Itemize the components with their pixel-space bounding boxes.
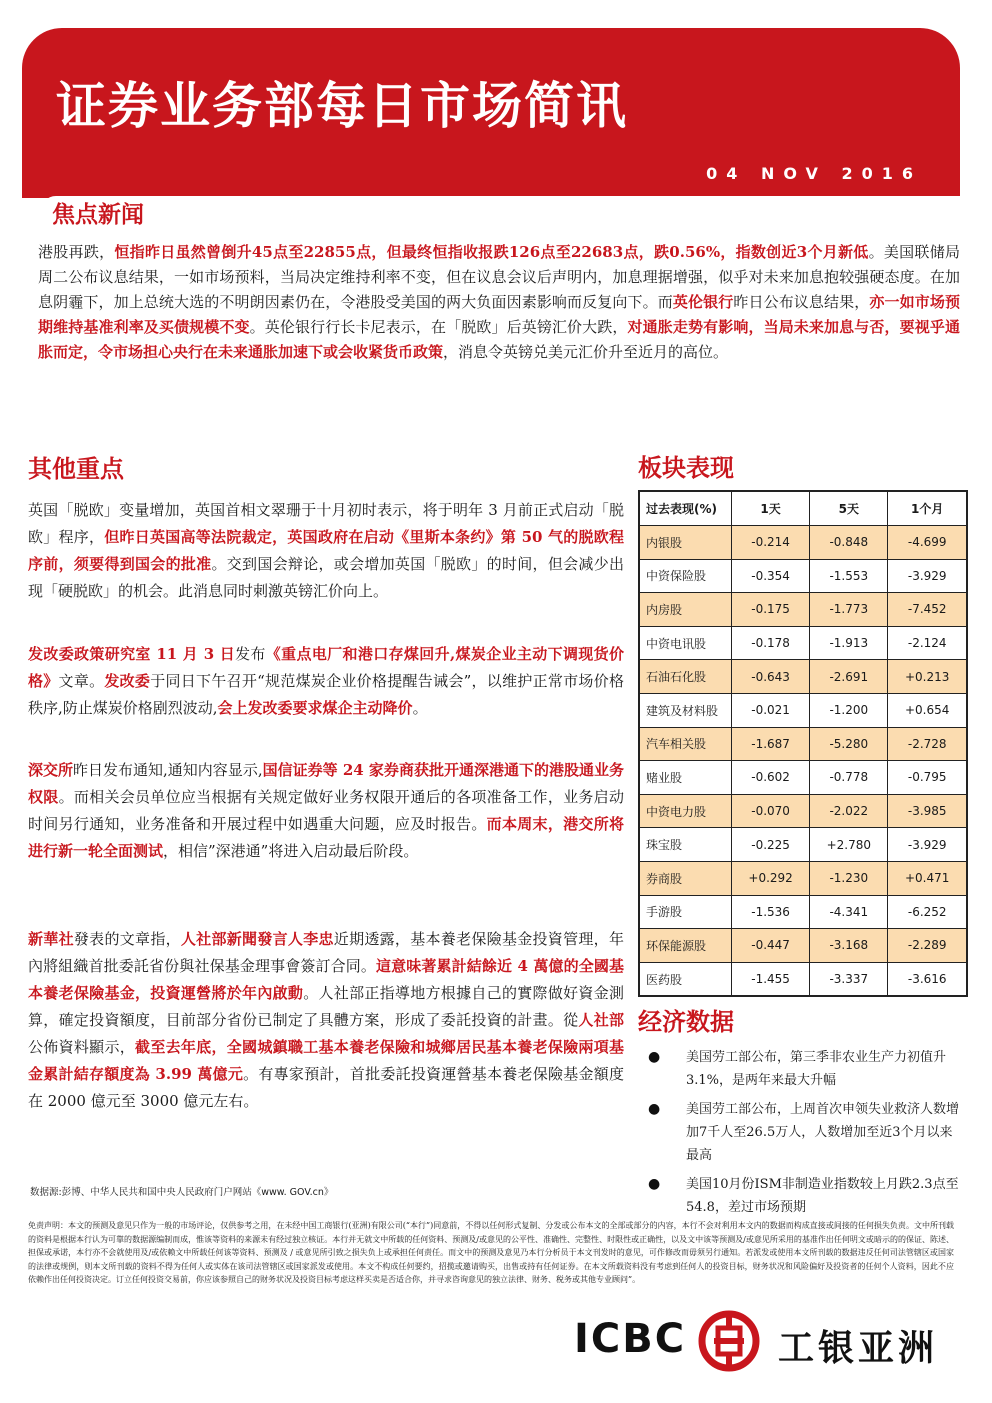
header-banner [22,28,960,198]
emphasis-text: 发改委 [104,672,151,690]
icbc-logo [570,1306,960,1380]
table-row [639,828,967,862]
change-1d-cell: -0.175 [732,593,810,627]
change-1m-cell: -3.985 [888,794,967,828]
change-5d-cell: -1.773 [810,593,888,627]
body-text: 發表的文章指， [73,930,181,948]
change-5d-cell: -1.913 [810,626,888,660]
sector-name-cell: 赌业股 [639,761,732,795]
focus-news-title: 焦点新闻 [52,201,144,228]
emphasis-text: 新華社 [28,930,74,948]
header-1d: 1天 [732,491,810,526]
emphasis-text: 发改委政策研究室 11 月 3 日 [28,645,236,663]
page-title: 证券业务部每日市场简讯 [56,77,628,135]
body-text: ，消息令英镑兑美元汇价升至近月的高位。 [443,343,729,361]
change-5d-cell: -5.280 [810,727,888,761]
change-1m-cell: -2.289 [888,929,967,963]
emphasis-text: 亦一如市场预期维持基准利率及买债规模不变 [38,293,960,336]
body-text: 英国「脱欧」变量增加，英国首相文翠珊于十月初时表示，将于明年 3 月前正式启动「脱欧」程序， [28,501,624,546]
sector-name-cell: 中资保险股 [639,559,732,593]
sector-table-body [639,526,967,997]
table-row [639,861,967,895]
sector-name-cell: 医药股 [639,962,732,996]
sector-name-cell: 石油石化股 [639,660,732,694]
change-1d-cell: -0.021 [732,693,810,727]
emphasis-text: 对通胀走势有影响，当局未来加息与否，要视乎通胀而定，令市场担心央行在未来通胀加速下或会收紧货币政策 [38,318,960,361]
emphasis-text: 英伦银行 [672,293,734,311]
body-text: 。美国联储局周二公布议息结果，一如市场预料，当局决定维持利率不变，但在议息会议后声明内，加息理据增强，似乎对未来加息抱较强硬态度。在加息阴霾下，加上总统大选的不明朗因素仍在，令港股受美国的两大负面因素影响而反复向下。而 [38,243,960,311]
table-row [639,660,967,694]
body-text: 。而相关会员单位应当根据有关规定做好业务权限开通后的各项准备工作，业务启动时间另行通知，业务准备和开展过程中如遇重大问题，应及时报告。 [28,788,624,833]
sector-name-cell: 汽车相关股 [639,727,732,761]
header-1m: 1个月 [888,491,967,526]
emphasis-text: 這意味著累計結餘近 4 萬億的全國基本養老保險基金，投資運營將於年內啟動 [28,957,624,1002]
sector-name-cell: 手游股 [639,895,732,929]
economic-item-text: 美国10月份ISM非制造业指数较上月跌2.3点至54.8，差过市场预期 [686,1177,959,1215]
change-1m-cell: -7.452 [888,593,967,627]
change-1m-cell: -4.699 [888,526,967,560]
change-1d-cell: -0.354 [732,559,810,593]
table-row [639,526,967,560]
change-1d-cell: -0.225 [732,828,810,862]
change-1m-cell: -3.616 [888,962,967,996]
table-row [639,761,967,795]
body-text: 文章。 [58,672,105,690]
body-text: 于同日下午召开“规范煤炭企业价格提醒告诫会”，以维护正常市场价格秩序,防止煤炭价格剧烈波动, [28,672,624,717]
highlight-paragraph-pension [28,926,624,1115]
icbc-emblem-icon [698,1310,760,1372]
change-5d-cell: -0.778 [810,761,888,795]
header-period: 过去表现(%) [639,491,732,526]
sector-name-cell: 内银股 [639,526,732,560]
highlight-paragraph-ndrc [28,641,624,722]
change-5d-cell: -2.691 [810,660,888,694]
change-1d-cell: -1.687 [732,727,810,761]
sector-name-cell: 珠宝股 [639,828,732,862]
sector-name-cell: 建筑及材料股 [639,693,732,727]
change-1d-cell: -0.602 [732,761,810,795]
list-item [648,1046,960,1092]
body-text: 。交到国会辩论，或会增加英国「脱欧」的时间，但会减少出现「硬脱欧」的机会。此消息同时刺激英镑汇价向上。 [28,555,624,600]
change-5d-cell: -3.337 [810,962,888,996]
report-date: 04 NOV 2016 [706,164,922,183]
body-text: 。 [412,699,428,717]
other-highlights-title: 其他重点 [28,454,124,483]
change-5d-cell: -4.341 [810,895,888,929]
emphasis-text: 人社部 [578,1011,624,1029]
disclaimer: 免责声明：本文的预测及意见只作为一般的市场评论，仅供参考之用，在未经中国工商银行(亚洲)有限公司(“本行”)同意前，不得以任何形式复制、分发或公布本文的全部或部分的内容，本行不会对利用本文内的数据而构成直接或间接的任何损失负责。文中所刊载的资料是根据本行认为可靠的数据源编制而成，惟该等资料的来源未有经过独立核证。本行并无就文中所载的任何资料、预测及/或意见的公平性、准确性、完整性、时限性或正确性，以及文中该等预测及/或意见所采用的基准作出任何明文或暗示的的保证、陈述、担保或承诺，本行亦不会就使用及/或依赖文中所载任何该等资料、预测及 / 或意见所引致之损失负上或承担任何责任。而文中的预测及意见乃本行分析员于本文刊发时的意见，可作修改而毋须另行通知。若派发或使用本文所刊载的数据违反任何司法管辖区或国家的法律或规例，则本文所刊载的资料不得为任何人或实体在该司法管辖区或国家派发或使用。本文不构成任何要约，招揽或邀请购买，出售或持有任何证券。在本文所载资料没有考虑到任何人的投资目标，财务状况和风险偏好及投资者的任何个人资料，因此不应依赖作出任何投资决定。订立任何投资交易前，你应该参照自己的财务状况及投资目标考虑这样买卖是否适合你，并寻求咨询意见的独立法律、财务、税务或其他专业顾问”。 [28,1221,954,1285]
focus-news-text [38,240,960,365]
sector-performance-title: 板块表现 [638,453,734,482]
economic-data-title: 经济数据 [638,1007,734,1036]
emphasis-text: 恒指昨日虽然曾倒升45点至22855点，但最终恒指收报跌126点至22683点，跌0.56%，指数创近3个月新低 [114,243,869,261]
table-header-row [639,491,967,526]
list-item [648,1098,960,1167]
table-row [639,929,967,963]
body-text: ，相信”深港通”将进入启动最后阶段。 [163,842,419,860]
body-text: 。人社部正指導地方根據自己的實際做好資金測算，確定投資額度，目前部分省份已制定了具體方案，形成了委託投資的計畫。從 [28,984,624,1029]
emphasis-text: 会上发改委要求煤企主动降价 [217,699,413,717]
body-text: 近期透露，基本養老保險基金投資管理，年內將組織首批委託省份與社保基金理事會簽訂合同。 [28,930,624,975]
highlight-paragraph-szse [28,757,624,865]
bullet-icon: ● [648,1101,661,1117]
change-1d-cell: -0.447 [732,929,810,963]
table-row [639,626,967,660]
change-1m-cell: -6.252 [888,895,967,929]
change-1m-cell: +0.471 [888,861,967,895]
sector-name-cell: 内房股 [639,593,732,627]
change-1m-cell: +0.654 [888,693,967,727]
body-text: 公佈資料顯示， [28,1038,136,1056]
body-text: 。英伦银行行长卡尼表示，在「脱欧」后英镑汇价大跌， [249,318,628,336]
change-1m-cell: -3.929 [888,559,967,593]
emphasis-text: 截至去年底，全國城鎮職工基本養老保險和城鄉居民基本養老保險兩項基金累計結存額度為 3.99 萬億元 [28,1038,624,1083]
logo-text-en: ICBC [574,1316,687,1362]
change-5d-cell: +2.780 [810,828,888,862]
economic-item-text: 美国劳工部公布，上周首次申领失业救济人数增加7千人至26.5万人，人数增加至近3个月以来最高 [686,1102,960,1163]
highlight-paragraph-brexit [28,497,624,605]
bullet-icon: ● [648,1049,661,1065]
change-1d-cell: +0.292 [732,861,810,895]
change-1d-cell: -1.455 [732,962,810,996]
change-5d-cell: -2.022 [810,794,888,828]
table-row [639,693,967,727]
change-1d-cell: -0.178 [732,626,810,660]
change-1m-cell: -0.795 [888,761,967,795]
table-row [639,727,967,761]
sector-performance-table [638,490,968,997]
body-text: 昨日发布通知,通知内容显示, [73,761,263,779]
emphasis-text: 而本周末，港交所将进行新一轮全面测试 [28,815,624,860]
focus-tab [40,196,960,232]
table-row [639,593,967,627]
table-row [639,895,967,929]
change-5d-cell: -3.168 [810,929,888,963]
table-row [639,962,967,996]
header-5d: 5天 [810,491,888,526]
change-1d-cell: -0.643 [732,660,810,694]
logo-text-cn: 工银亚洲 [778,1328,939,1369]
body-text: 昨日公布议息结果， [733,293,870,311]
change-1m-cell: -3.929 [888,828,967,862]
table-row [639,559,967,593]
bullet-icon: ● [648,1176,661,1192]
data-source: 数据源:彭博、中华人民共和国中央人民政府门户网站《www. GOV.cn》 [30,1187,334,1198]
list-item [648,1173,960,1219]
change-5d-cell: -0.848 [810,526,888,560]
change-1m-cell: +0.213 [888,660,967,694]
emphasis-text: 但昨日英国高等法院裁定，英国政府在启动《里斯本条约》第 50 气的脱欧程序前，须要得到国会的批准 [28,528,624,573]
change-1d-cell: -1.536 [732,895,810,929]
change-1m-cell: -2.124 [888,626,967,660]
sector-name-cell: 中资电力股 [639,794,732,828]
emphasis-text: 《重点电厂和港口存煤回升,煤炭企业主动下调现货价格》 [28,645,624,690]
economic-item-text: 美国劳工部公布，第三季非农业生产力初值升3.1%，是两年来最大升幅 [686,1050,947,1088]
emphasis-text: 国信证券等 24 家券商获批开通深港通下的港股通业务权限 [28,761,624,806]
emphasis-text: 深交所 [28,761,74,779]
change-1m-cell: -2.728 [888,727,967,761]
table-row [639,794,967,828]
change-1d-cell: -0.070 [732,794,810,828]
change-5d-cell: -1.230 [810,861,888,895]
change-1d-cell: -0.214 [732,526,810,560]
sector-name-cell: 中资电讯股 [639,626,732,660]
body-text: 港股再跌， [38,243,115,261]
change-5d-cell: -1.200 [810,693,888,727]
economic-data-list [648,1046,960,1225]
sector-name-cell: 环保能源股 [639,929,732,963]
change-5d-cell: -1.553 [810,559,888,593]
body-text: 发布 [235,645,266,663]
emphasis-text: 人社部新聞發言人李忠 [180,930,334,948]
body-text: 。有專家預計，首批委託投資運營基本養老保險基金額度在 2000 億元至 3000 億元左右。 [28,1065,624,1110]
sector-name-cell: 券商股 [639,861,732,895]
